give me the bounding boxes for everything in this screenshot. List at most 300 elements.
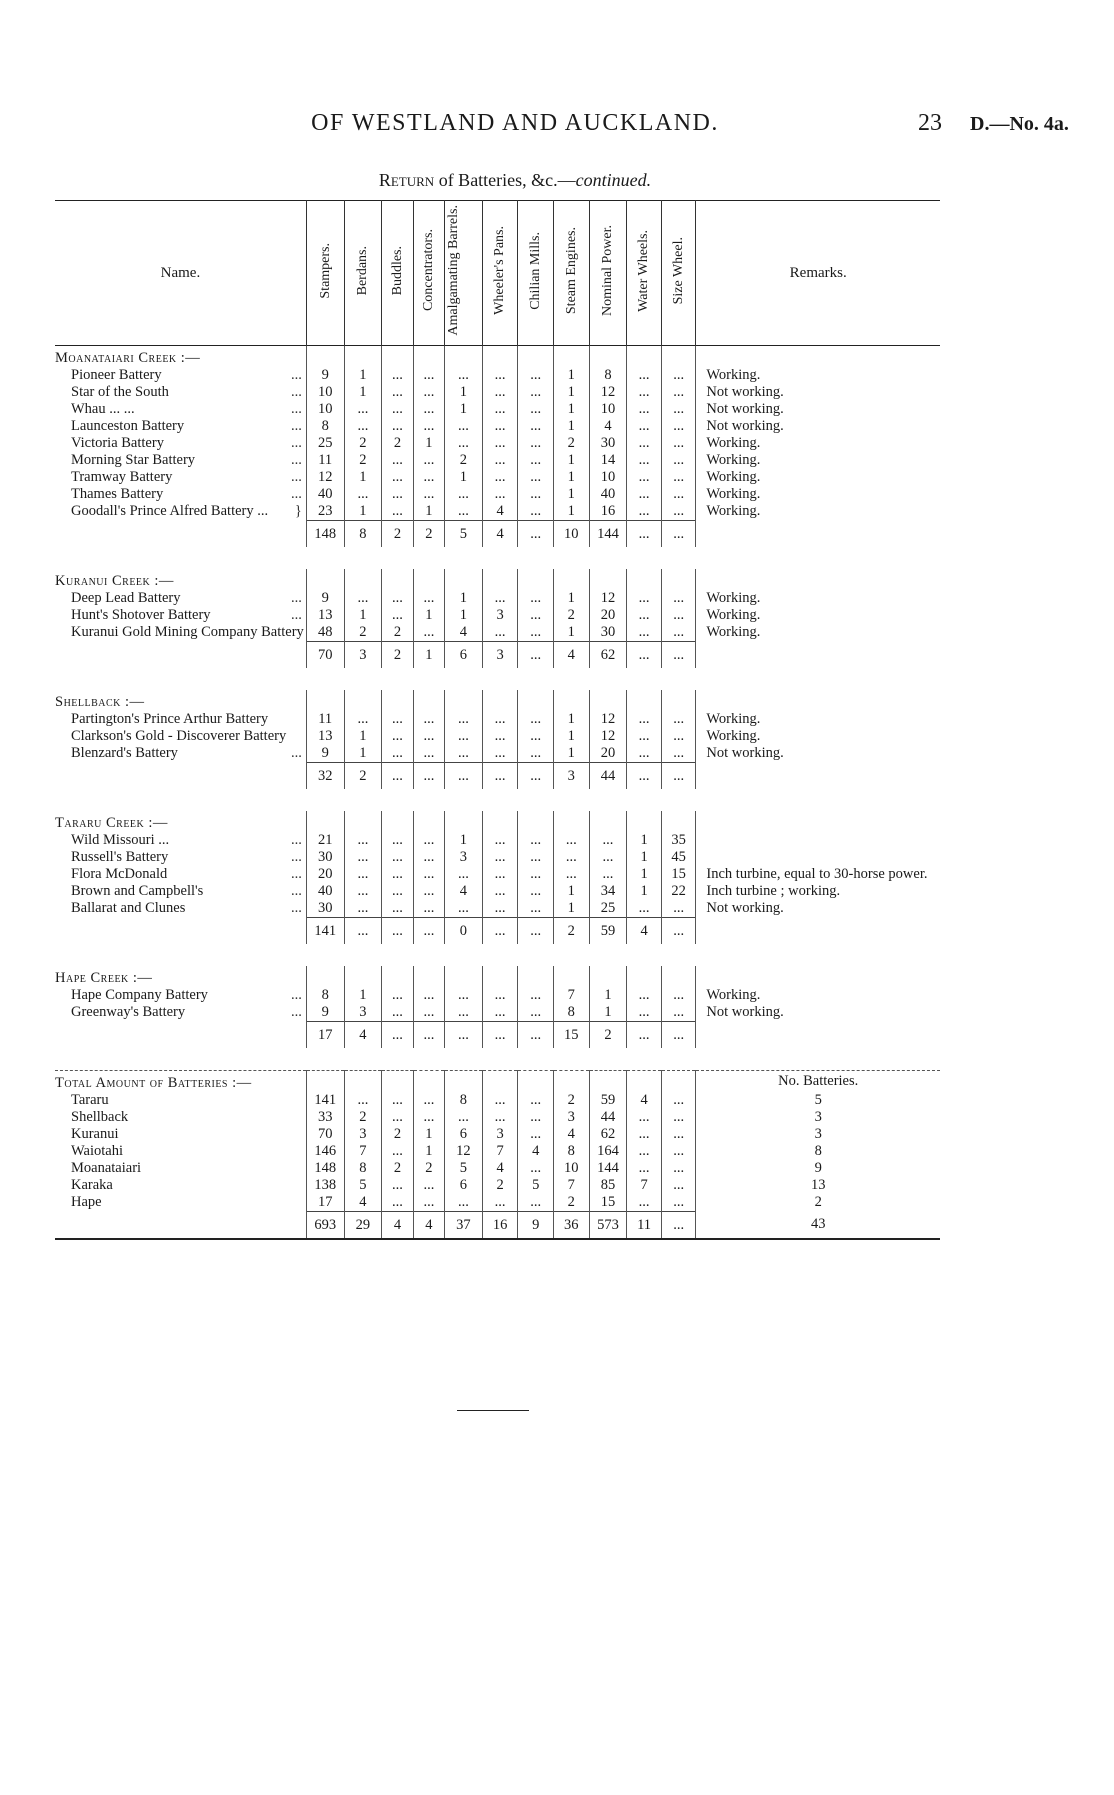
- value-cell: 15: [661, 866, 696, 883]
- value-cell: 7: [344, 1143, 382, 1160]
- summary-count: 8: [696, 1143, 940, 1160]
- empty-cell: [413, 966, 444, 987]
- battery-name-wrap: [55, 711, 306, 728]
- value-cell: ...: [661, 452, 696, 469]
- value-cell: 1: [627, 883, 662, 900]
- value-cell: ...: [518, 452, 554, 469]
- empty-cell: [589, 1071, 627, 1093]
- value-cell: 9: [306, 367, 344, 384]
- value-cell: 30: [589, 435, 627, 452]
- value-cell: ...: [344, 418, 382, 435]
- value-cell: ...: [382, 607, 413, 624]
- table-row: [55, 987, 940, 1004]
- empty-cell: [382, 1071, 413, 1093]
- remark-cell: Inch turbine, equal to 30-horse power.: [696, 866, 940, 883]
- empty-remark: [696, 569, 940, 590]
- empty-cell: [518, 966, 554, 987]
- battery-name-cell: [55, 883, 306, 900]
- empty-remark: [696, 690, 940, 711]
- value-cell: 4: [445, 883, 483, 900]
- value-cell: 30: [306, 849, 344, 866]
- value-cell: ...: [382, 763, 413, 790]
- value-cell: 15: [554, 1022, 590, 1049]
- value-cell: 10: [306, 384, 344, 401]
- section-heading-row: [55, 966, 940, 987]
- value-cell: ...: [518, 418, 554, 435]
- leader-dots: ...: [290, 900, 302, 917]
- value-cell: ...: [482, 1022, 518, 1049]
- value-cell: 4: [382, 1212, 413, 1240]
- value-cell: ...: [661, 1022, 696, 1049]
- value-cell: 13: [306, 728, 344, 745]
- battery-name-cell: [55, 384, 306, 401]
- empty-cell: [627, 690, 662, 711]
- value-cell: 8: [554, 1143, 590, 1160]
- col-header-wheelers: [482, 201, 518, 346]
- value-cell: 59: [589, 918, 627, 945]
- empty-cell: [554, 690, 590, 711]
- leader-dots: ...: [290, 367, 302, 383]
- spacer-row: [55, 944, 940, 966]
- remark-cell: Not working.: [696, 1004, 940, 1022]
- table-row: [55, 418, 940, 435]
- battery-name-wrap: [55, 832, 306, 849]
- value-cell: ...: [661, 435, 696, 452]
- value-cell: ...: [661, 918, 696, 945]
- value-cell: ...: [661, 590, 696, 607]
- value-cell: 12: [589, 590, 627, 607]
- value-cell: ...: [344, 711, 382, 728]
- empty-cell: [445, 1071, 483, 1093]
- value-cell: ...: [413, 1177, 444, 1194]
- table-row: [55, 401, 940, 418]
- value-cell: ...: [661, 1109, 696, 1126]
- value-cell: ...: [482, 624, 518, 642]
- value-cell: ...: [413, 711, 444, 728]
- value-cell: 20: [306, 866, 344, 883]
- value-cell: 20: [589, 607, 627, 624]
- value-cell: ...: [382, 1194, 413, 1212]
- value-cell: ...: [627, 1194, 662, 1212]
- value-cell: 2: [382, 642, 413, 669]
- battery-name: Ballarat and Clunes: [71, 900, 186, 917]
- value-cell: ...: [627, 1022, 662, 1049]
- value-cell: ...: [344, 900, 382, 918]
- battery-name-wrap: [55, 486, 306, 503]
- value-cell: ...: [413, 1109, 444, 1126]
- empty-cell: [306, 346, 344, 368]
- value-cell: ...: [382, 1143, 413, 1160]
- remark-cell: Working.: [696, 503, 940, 521]
- value-cell: ...: [661, 1194, 696, 1212]
- summary-heading-row: [55, 1071, 940, 1093]
- value-cell: ...: [413, 987, 444, 1004]
- battery-name-cell: [55, 745, 306, 763]
- empty-remark: [696, 811, 940, 832]
- value-cell: 1: [554, 590, 590, 607]
- battery-name-cell: [55, 728, 306, 745]
- remark-cell: Working.: [696, 987, 940, 1004]
- spacer: [55, 668, 940, 690]
- value-cell: ...: [518, 1160, 554, 1177]
- value-cell: ...: [482, 745, 518, 763]
- leader-dots: ...: [290, 607, 302, 623]
- value-cell: ...: [518, 883, 554, 900]
- empty-cell: [445, 811, 483, 832]
- value-cell: ...: [661, 384, 696, 401]
- battery-name-cell: [55, 452, 306, 469]
- value-cell: ...: [382, 401, 413, 418]
- empty-cell: [306, 811, 344, 832]
- battery-name: Star of the South: [71, 384, 169, 400]
- value-cell: ...: [382, 1004, 413, 1022]
- value-cell: ...: [413, 1004, 444, 1022]
- value-cell: 0: [445, 918, 483, 945]
- value-cell: 4: [482, 503, 518, 521]
- battery-name-cell: [55, 832, 306, 849]
- value-cell: 1: [554, 624, 590, 642]
- total-remark-blank: [696, 763, 940, 790]
- value-cell: 29: [344, 1212, 382, 1240]
- empty-cell: [518, 690, 554, 711]
- value-cell: ...: [518, 469, 554, 486]
- value-cell: ...: [445, 763, 483, 790]
- col-header-amalgamating: [445, 201, 483, 346]
- value-cell: ...: [482, 435, 518, 452]
- empty-cell: [344, 346, 382, 368]
- value-cell: ...: [518, 832, 554, 849]
- value-cell: 3: [344, 1126, 382, 1143]
- value-cell: 4: [554, 642, 590, 669]
- col-header-chilian-label: Chilian Mills.: [528, 231, 543, 310]
- battery-name-cell: [55, 503, 306, 521]
- empty-cell: [445, 966, 483, 987]
- table-bottom-border: [55, 1239, 940, 1257]
- value-cell: ...: [413, 469, 444, 486]
- value-cell: ...: [661, 401, 696, 418]
- value-cell: ...: [661, 486, 696, 503]
- summary-row: [55, 1126, 940, 1143]
- value-cell: 40: [589, 486, 627, 503]
- value-cell: ...: [554, 866, 590, 883]
- remark-cell: Working.: [696, 435, 940, 452]
- value-cell: 4: [344, 1022, 382, 1049]
- table-row: [55, 384, 940, 401]
- value-cell: ...: [413, 745, 444, 763]
- subtitle-middle: of Batteries, &c.—: [434, 170, 576, 190]
- value-cell: ...: [445, 418, 483, 435]
- value-cell: 2: [344, 1109, 382, 1126]
- value-cell: ...: [413, 384, 444, 401]
- summary-name-cell: [55, 1126, 306, 1143]
- value-cell: 144: [589, 1160, 627, 1177]
- value-cell: 35: [661, 832, 696, 849]
- value-cell: ...: [382, 418, 413, 435]
- value-cell: ...: [518, 486, 554, 503]
- value-cell: 17: [306, 1022, 344, 1049]
- empty-cell: [554, 966, 590, 987]
- value-cell: 70: [306, 1126, 344, 1143]
- value-cell: 3: [554, 1109, 590, 1126]
- value-cell: ...: [382, 711, 413, 728]
- value-cell: ...: [518, 624, 554, 642]
- empty-cell: [518, 811, 554, 832]
- section-heading-row: [55, 690, 940, 711]
- value-cell: ...: [382, 1177, 413, 1194]
- table-row: [55, 590, 940, 607]
- empty-cell: [445, 346, 483, 368]
- battery-name-wrap: [55, 728, 306, 745]
- col-header-size-label: Size Wheel.: [670, 236, 686, 305]
- value-cell: ...: [627, 1004, 662, 1022]
- value-cell: ...: [413, 418, 444, 435]
- value-cell: 59: [589, 1092, 627, 1109]
- battery-name-cell: [55, 486, 306, 503]
- summary-name: Karaka: [71, 1177, 113, 1193]
- value-cell: ...: [661, 763, 696, 790]
- value-cell: ...: [344, 486, 382, 503]
- battery-name: Deep Lead Battery: [71, 590, 181, 606]
- value-cell: 20: [589, 745, 627, 763]
- value-cell: 8: [589, 367, 627, 384]
- value-cell: 12: [589, 384, 627, 401]
- value-cell: ...: [661, 1092, 696, 1109]
- value-cell: 2: [554, 1194, 590, 1212]
- col-header-amalgamating-label: Amalgamating Barrels.: [446, 205, 462, 336]
- value-cell: ...: [589, 832, 627, 849]
- value-cell: ...: [518, 1109, 554, 1126]
- leader-dots: ...: [290, 452, 302, 468]
- value-cell: ...: [482, 918, 518, 945]
- value-cell: ...: [413, 452, 444, 469]
- grand-total-label-blank: [55, 1212, 306, 1240]
- value-cell: 1: [554, 883, 590, 900]
- remark-cell: Working.: [696, 590, 940, 607]
- value-cell: ...: [518, 763, 554, 790]
- value-cell: ...: [518, 711, 554, 728]
- summary-row: [55, 1143, 940, 1160]
- summary-count: 9: [696, 1160, 940, 1177]
- summary-title: Total Amount of Batteries :—: [55, 1071, 306, 1093]
- value-cell: ...: [482, 1092, 518, 1109]
- battery-name-wrap: [55, 401, 306, 418]
- value-cell: ...: [382, 745, 413, 763]
- value-cell: 1: [344, 728, 382, 745]
- leader-dots: ...: [290, 401, 302, 417]
- summary-row: [55, 1194, 940, 1212]
- battery-name-cell: [55, 607, 306, 624]
- value-cell: ...: [627, 521, 662, 548]
- value-cell: 25: [306, 435, 344, 452]
- value-cell: ...: [627, 624, 662, 642]
- closing-row: [55, 1239, 940, 1257]
- empty-cell: [554, 346, 590, 368]
- value-cell: 5: [445, 1160, 483, 1177]
- value-cell: 1: [554, 384, 590, 401]
- battery-name: Launceston Battery: [71, 418, 185, 434]
- empty-cell: [413, 811, 444, 832]
- value-cell: 48: [306, 624, 344, 642]
- value-cell: 4: [482, 521, 518, 548]
- battery-name-wrap: [55, 883, 306, 900]
- remark-cell: Not working.: [696, 401, 940, 418]
- value-cell: 6: [445, 1177, 483, 1194]
- value-cell: 1: [413, 435, 444, 452]
- remark-cell: Not working.: [696, 418, 940, 435]
- table-row: [55, 1004, 940, 1022]
- value-cell: 1: [554, 900, 590, 918]
- value-cell: 11: [306, 452, 344, 469]
- table-row: [55, 469, 940, 486]
- value-cell: 2: [382, 1126, 413, 1143]
- value-cell: ...: [518, 918, 554, 945]
- value-cell: 1: [554, 503, 590, 521]
- value-cell: 1: [445, 607, 483, 624]
- summary-name-wrap: [55, 1109, 306, 1126]
- value-cell: ...: [344, 590, 382, 607]
- empty-cell: [661, 966, 696, 987]
- battery-name: Russell's Battery: [71, 849, 169, 865]
- col-header-name: Name.: [160, 264, 201, 281]
- value-cell: ...: [382, 1092, 413, 1109]
- value-cell: 7: [554, 1177, 590, 1194]
- col-header-power: [589, 201, 627, 346]
- value-cell: 2: [344, 452, 382, 469]
- col-header-remarks: Remarks.: [696, 201, 940, 346]
- section-total-row: [55, 1022, 940, 1049]
- value-cell: 2: [554, 1092, 590, 1109]
- battery-name-wrap: [55, 607, 306, 624]
- value-cell: ...: [445, 728, 483, 745]
- leader-dots: }: [294, 503, 302, 520]
- value-cell: 10: [589, 469, 627, 486]
- battery-name: Partington's Prince Arthur Battery: [71, 711, 269, 727]
- remark-cell: Working.: [696, 367, 940, 384]
- value-cell: 1: [554, 452, 590, 469]
- spacer: [55, 547, 940, 569]
- value-cell: ...: [344, 832, 382, 849]
- remark-cell: Inch turbine ; working.: [696, 883, 940, 900]
- value-cell: ...: [482, 763, 518, 790]
- remark-cell: Working.: [696, 486, 940, 503]
- value-cell: 2: [382, 435, 413, 452]
- value-cell: ...: [627, 469, 662, 486]
- value-cell: 2: [344, 624, 382, 642]
- value-cell: 34: [589, 883, 627, 900]
- value-cell: 9: [306, 745, 344, 763]
- value-cell: 10: [554, 521, 590, 548]
- summary-name-wrap: [55, 1126, 306, 1143]
- value-cell: ...: [627, 452, 662, 469]
- value-cell: ...: [482, 590, 518, 607]
- value-cell: 33: [306, 1109, 344, 1126]
- value-cell: 148: [306, 1160, 344, 1177]
- value-cell: ...: [482, 1194, 518, 1212]
- value-cell: 36: [554, 1212, 590, 1240]
- leader-dots: ...: [290, 1004, 302, 1021]
- empty-cell: [413, 569, 444, 590]
- value-cell: 4: [413, 1212, 444, 1240]
- value-cell: 12: [445, 1143, 483, 1160]
- value-cell: ...: [382, 866, 413, 883]
- spacer: [55, 1048, 940, 1071]
- value-cell: 148: [306, 521, 344, 548]
- value-cell: 1: [344, 469, 382, 486]
- value-cell: ...: [482, 1004, 518, 1022]
- value-cell: ...: [413, 763, 444, 790]
- battery-name: Thames Battery: [71, 486, 164, 502]
- value-cell: 44: [589, 1109, 627, 1126]
- value-cell: 1: [445, 469, 483, 486]
- empty-cell: [482, 966, 518, 987]
- battery-name-cell: [55, 469, 306, 486]
- summary-name-cell: [55, 1092, 306, 1109]
- summary-name-cell: [55, 1177, 306, 1194]
- value-cell: ...: [589, 866, 627, 883]
- spacer-row: [55, 789, 940, 811]
- section-title: Moanataiari Creek :—: [55, 350, 201, 366]
- value-cell: ...: [661, 711, 696, 728]
- section-title: Shellback :—: [55, 694, 145, 710]
- empty-cell: [445, 690, 483, 711]
- value-cell: ...: [518, 1022, 554, 1049]
- value-cell: 9: [518, 1212, 554, 1240]
- section-heading-row: [55, 346, 940, 368]
- value-cell: 1: [627, 849, 662, 866]
- leader-dots: ...: [290, 384, 302, 400]
- grand-total-count: 43: [696, 1212, 940, 1240]
- value-cell: ...: [413, 1194, 444, 1212]
- table-row: [55, 728, 940, 745]
- value-cell: 15: [589, 1194, 627, 1212]
- empty-cell: [518, 346, 554, 368]
- battery-name-wrap: [55, 469, 306, 486]
- battery-name: Blenzard's Battery: [71, 745, 178, 762]
- empty-cell: [482, 690, 518, 711]
- value-cell: 3: [482, 1126, 518, 1143]
- value-cell: 70: [306, 642, 344, 669]
- empty-cell: [589, 346, 627, 368]
- value-cell: 3: [482, 642, 518, 669]
- value-cell: 2: [382, 521, 413, 548]
- leader-dots: ...: [290, 883, 302, 899]
- value-cell: 32: [306, 763, 344, 790]
- batteries-table-wrapper: [55, 200, 940, 1257]
- value-cell: ...: [627, 384, 662, 401]
- leader-dots: ...: [290, 590, 302, 606]
- empty-cell: [627, 811, 662, 832]
- summary-count: 13: [696, 1177, 940, 1194]
- value-cell: 2: [344, 435, 382, 452]
- value-cell: 1: [344, 503, 382, 521]
- value-cell: ...: [627, 642, 662, 669]
- leader-dots: ...: [290, 745, 302, 762]
- table-row: [55, 745, 940, 763]
- value-cell: 62: [589, 1126, 627, 1143]
- empty-cell: [382, 569, 413, 590]
- empty-cell: [382, 346, 413, 368]
- value-cell: ...: [382, 918, 413, 945]
- value-cell: 12: [589, 711, 627, 728]
- section-total-row: [55, 918, 940, 945]
- table-body: [55, 346, 940, 1258]
- value-cell: ...: [445, 711, 483, 728]
- battery-name-wrap: [55, 384, 306, 401]
- table-row: [55, 711, 940, 728]
- value-cell: ...: [413, 624, 444, 642]
- closing-rule: [457, 1410, 529, 1411]
- total-label-blank: [55, 763, 306, 790]
